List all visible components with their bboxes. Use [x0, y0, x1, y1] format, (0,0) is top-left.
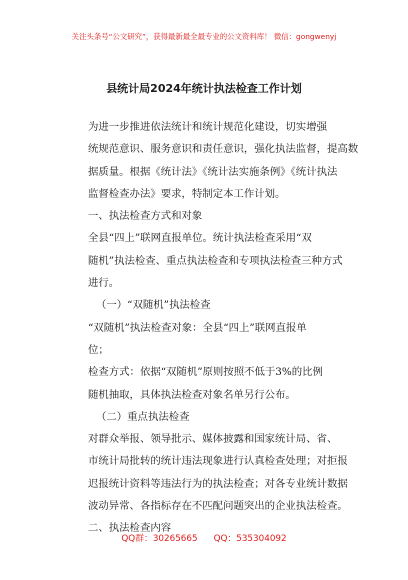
body-line: 据质量。根据《统计法》《统计法实施条例》《统计执法 — [88, 165, 338, 178]
body-line: 随机”执法检查、重点执法检查和专项执法检查三种方式 — [88, 254, 343, 267]
body-line: 统规范意识、服务意识和责任意识，强化执法监督，提高数 — [88, 143, 358, 156]
section-heading: 一、执法检查方式和对象 — [88, 210, 203, 223]
subsection-heading: （二）重点执法检查 — [96, 410, 190, 423]
body-line: 随机抽取，具体执法检查对象名单另行公布。 — [88, 388, 296, 401]
body-line: 市统计局批转的统计违法现象进行认真检查处理；对拒报 — [88, 455, 348, 468]
body-line: 为进一步推进依法统计和统计规范化建设，切实增强 — [88, 121, 327, 133]
body-line: 波动异常、各指标存在不匹配问题突出的企业执法检查。 — [88, 500, 348, 513]
body-line: 监督检查办法》要求，特制定本工作计划。 — [88, 187, 286, 200]
section-heading: 二、执法检查内容 — [88, 522, 172, 535]
body-line: 检查方式：依据“双随机”原则按照不低于3%的比例 — [88, 366, 323, 379]
promo-header: 关注头条号“公文研究”，获得最新最全最专业的公文资料库！ 微信：gongwenyj — [71, 32, 337, 41]
qq-group: QQ群：30265665 — [121, 534, 198, 544]
qq-number: QQ：535304092 — [213, 534, 287, 544]
body-line: 迟报统计资料等违法行为的执法检查；对各专业统计数据 — [88, 477, 348, 490]
document-body — [88, 116, 358, 540]
body-line: 位； — [88, 343, 109, 356]
document-title: 县统计局2024年统计执法检查工作计划 — [106, 82, 302, 95]
body-line: “双随机”执法检查对象：全县“四上”联网直报单 — [88, 321, 307, 334]
body-line: 对群众举报、领导批示、媒体披露和国家统计局、省、 — [88, 433, 338, 446]
body-line: 进行。 — [88, 277, 120, 290]
body-line: 全县“四上”联网直报单位。统计执法检查采用“双 — [88, 232, 312, 245]
subsection-heading: （一）“双随机”执法检查 — [96, 299, 211, 312]
contact-footer — [0, 531, 408, 544]
